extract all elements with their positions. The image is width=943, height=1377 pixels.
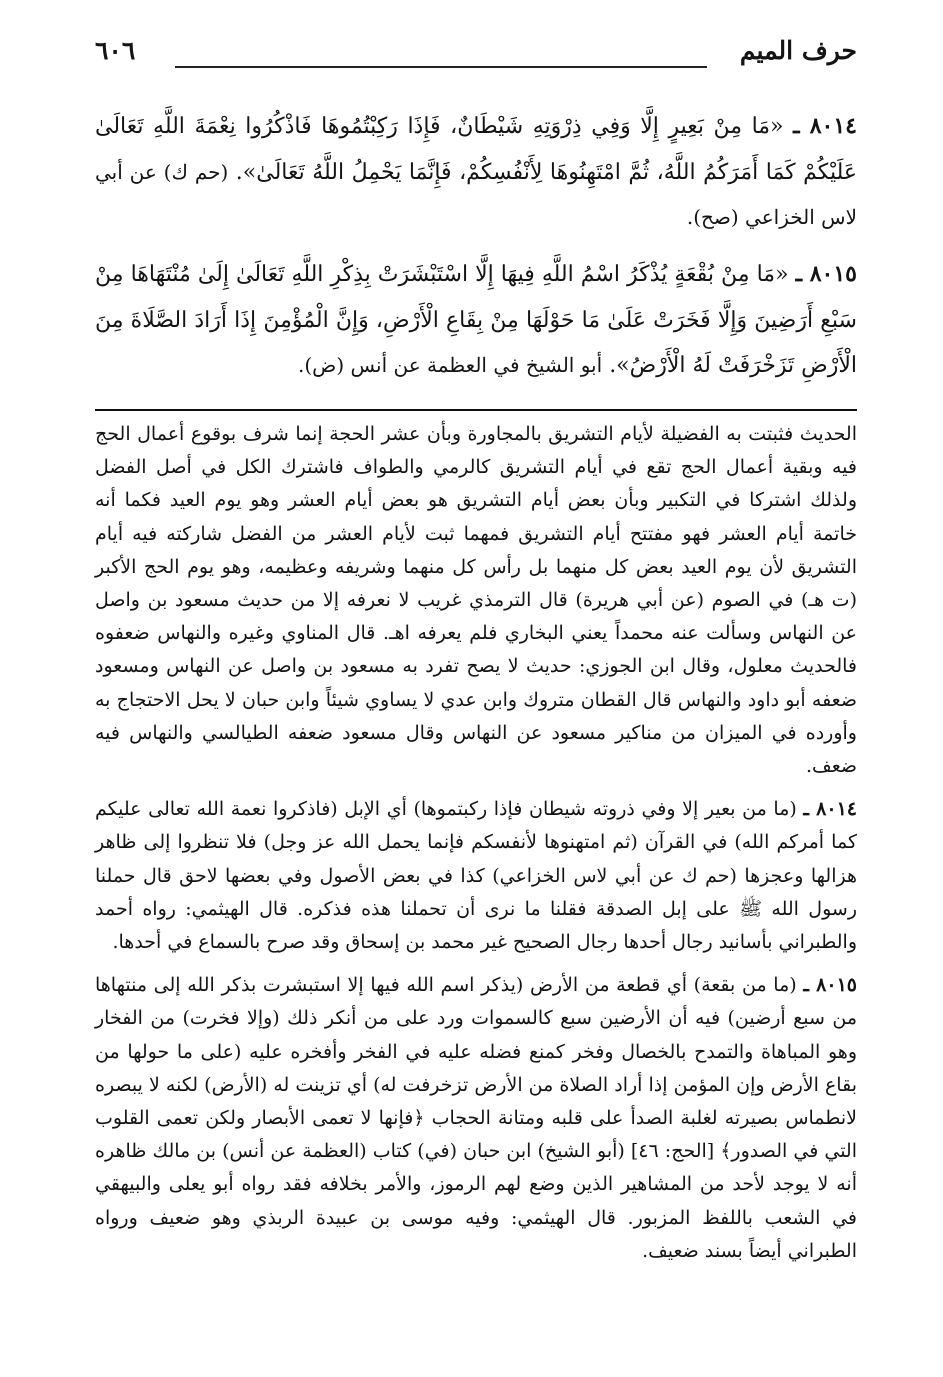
page-header	[95, 36, 857, 76]
commentary-text: (ما من بقعة) أي قطعة من الأرض (يذكر اسم الله فيها إلا استبشرت بذكر الله إلى منتهاها من سبع أرضين) فيه أن الأرضين سبع كالسموات ورد على من أنكر ذلك (وإلا فخرت) من الفخار وهو المباهاة والتمدح بالخصال وفخر كمنع فضله عليه في الفخر وأفخره عليه (على ما حولها من بقاع الأرض وإن المؤمن إذا أراد الصلاة من الأرض تزخرفت له) أي تزينت له (الأرض) لكنه لا يبصره لانطماس بصيرته لغلبة الصدأ على قلبه ومتانة الحجاب ﴿فإنها لا تعمى الأبصار ولكن تعمى القلوب التي في الصدور﴾ [الحج: ٤٦] (أبو الشيخ) ابن حبان (في) كتاب (العظمة عن أنس) بن مالك ظاهره أنه لا يوجد لأحد من المشاهير الذين وضع لهم الرموز، والأمر بخلافه فقد رواه أبو يعلى والبيهقي في الشعب باللفظ المزبور. قال الهيثمي: وفيه موسى بن عبيدة الربذي وهو ضعيف ورواه الطبراني أيضاً بسند ضعيف.	[95, 974, 857, 1262]
commentary-paragraph	[95, 793, 857, 959]
commentary-text: (ما من بعير إلا وفي ذروته شيطان فإذا ركبتموها) أي الإبل (فاذكروا نعمة الله تعالى عليكم كما أمركم الله) في القرآن (ثم امتهنوها لأنفسكم فإنما يحمل الله عز وجل) فلا تنظروا إلى ظاهر هزالها وعجزها (حم ك عن أبي لاس الخزاعي) كذا في بعض الأصول وفي بعضها لاحق قال حملنا رسول الله ﷺ على إبل الصدقة فقلنا ما نرى أن تحملنا هذه فذكره. قال الهيثمي: رواه أحمد والطبراني بأسانيد رجال أحدها رجال الصحيح غير محمد بن إسحاق وقد صرح بالسماع في أحدها.	[95, 798, 857, 954]
commentary-number: ٨٠١٤ ـ	[803, 798, 857, 821]
commentary-number: ٨٠١٥ ـ	[803, 974, 857, 997]
hadith-8015	[95, 252, 857, 389]
hadith-8014	[95, 104, 857, 241]
footnote-divider	[95, 409, 857, 411]
commentary-paragraph	[95, 969, 857, 1268]
hadith-number: ٨٠١٤ ـ	[793, 113, 857, 139]
page-number: ٦٠٦	[95, 36, 136, 65]
hadith-number: ٨٠١٥ ـ	[795, 261, 857, 287]
hadith-text: «مَا مِنْ بَعِيرٍ إِلَّا وَفِي ذِرْوَتِهِ شَيْطَانٌ، فَإِذَا رَكِبْتُمُوهَا فَاذْكُرُوا نِعْمَةَ اللَّهِ تَعَالَىٰ عَلَيْكُمْ كَمَا أَمَرَكُمُ اللَّهُ، ثُمَّ امْتَهِنُوهَا لِأَنْفُسِكُمْ، فَإِنَّمَا يَحْمِلُ اللَّهُ تَعَالَىٰ».	[95, 114, 857, 185]
commentary	[95, 418, 857, 1278]
chapter-title: حرف الميم	[739, 36, 857, 65]
hadith-reference: أبو الشيخ في العظمة عن أنس (ض).	[298, 353, 603, 377]
hadith-reference: (حم ك) عن أبي لاس الخزاعي (صح).	[95, 159, 857, 229]
hadith-text: «مَا مِنْ بُقْعَةٍ يُذْكَرُ اسْمُ اللَّهِ فِيهَا إِلَّا اسْتَبْشَرَتْ بِذِكْرِ اللَّهِ تَعَالَىٰ إِلَىٰ مُنْتَهَاهَا مِنْ سَبْعِ أَرَضِينَ وَإِلَّا فَخَرَتْ عَلَىٰ مَا حَوْلَهَا مِنْ بِقَاعِ الْأَرْضِ، وَإِنَّ الْمُؤْمِنَ إِذَا أَرَادَ الصَّلَاةَ مِنَ الْأَرْضِ تَزَخْرَفَتْ لَهُ الْأَرْضُ».	[95, 262, 857, 378]
commentary-paragraph	[95, 418, 857, 783]
commentary-text: الحديث فثبتت به الفضيلة لأيام التشريق بالمجاورة وبأن عشر الحجة إنما شرف بوقوع أعمال الحج فيه وبقية أعمال الحج تقع في أيام التشريق كالرمي والطواف فاشترك الكل في أصل الفضل ولذلك اشتركا في التكبير وبأن بعض أيام التشريق هو بعض أيام العشر وهو يوم العيد فكما أنه خاتمة أيام العشر فهو مفتتح أيام التشريق فمهما ثبت لأيام العشر من الفضل شاركته فيه أيام التشريق لأن يوم العيد بعض كل منهما بل رأس كل منهما وشريفه وعظيمه، وهو يوم الحج الأكبر (ت هـ) في الصوم (عن أبي هريرة) قال الترمذي غريب لا نعرفه إلا من حديث مسعود بن واصل عن النهاس وسألت عنه محمداً يعني البخاري فلم يعرفه اهـ. قال المناوي وغيره والنهاس ضعفوه فالحديث معلول، وقال ابن الجوزي: حديث لا يصح تفرد به مسعود بن واصل عن النهاس ومسعود ضعفه أبو داود والنهاس قال القطان متروك وابن عدي لا يساوي شيئاً وابن حبان لا يحل الاحتجاج به وأورده في الميزان من مناكير مسعود عن النهاس وقال مسعود ضعفه الطيالسي والنهاس فيه ضعف.	[95, 423, 857, 778]
header-rule	[175, 66, 707, 68]
